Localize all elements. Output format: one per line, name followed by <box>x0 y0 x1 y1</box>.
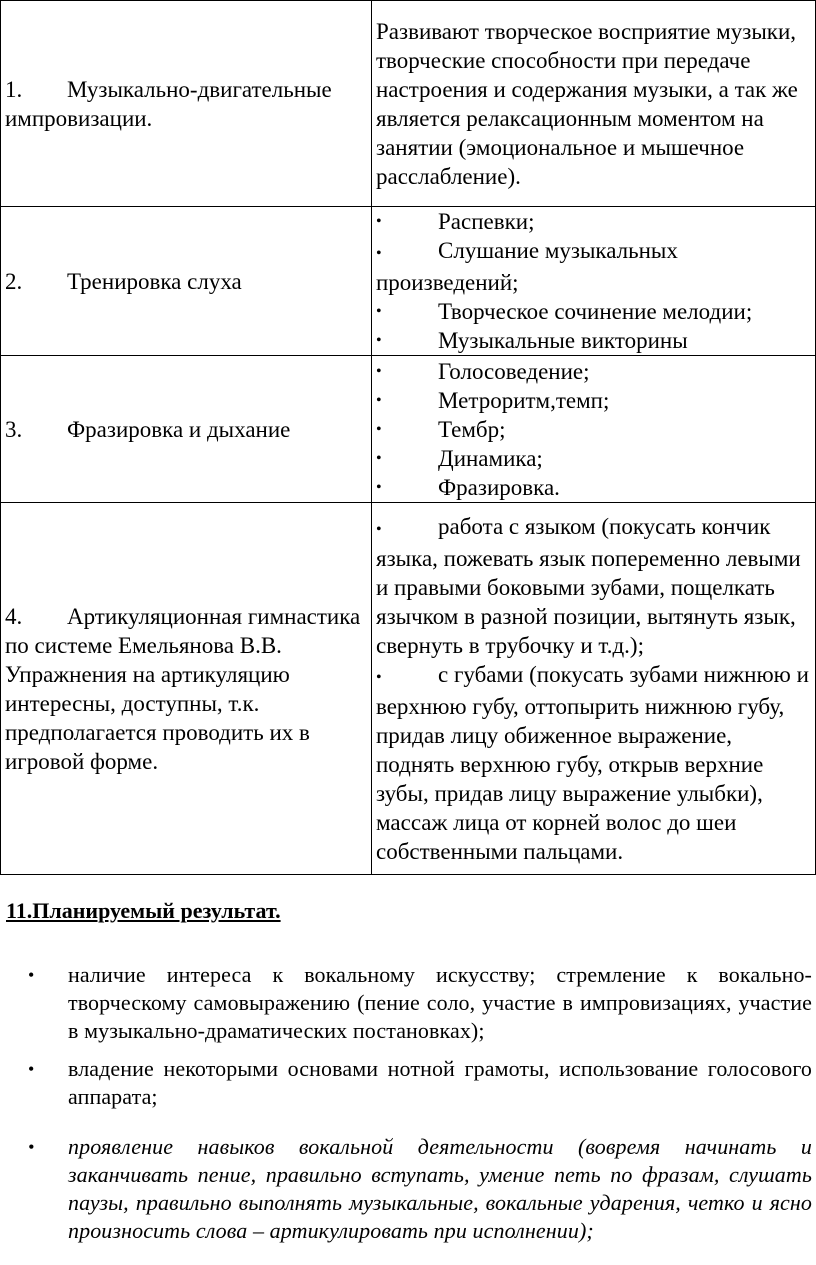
list-item-text: Голосоведение; <box>438 358 590 384</box>
description-cell <box>372 1 816 207</box>
method-name: Фразировка и дыхание <box>67 416 291 442</box>
bullet-icon: • <box>376 245 382 262</box>
list-item <box>376 415 811 444</box>
table-row <box>1 1 816 207</box>
table-row <box>1 503 816 875</box>
row-number: 1. <box>5 76 23 102</box>
list-item-text: Музыкальные викторины <box>438 328 688 353</box>
list-item <box>376 357 811 386</box>
list-item <box>376 326 811 355</box>
list-item-text: Тембр; <box>438 416 506 442</box>
method-cell <box>1 207 372 356</box>
row-number: 2. <box>5 268 23 294</box>
list-item <box>376 207 811 236</box>
list-item-text: Фразировка. <box>438 474 560 500</box>
section-title: 11.Планируемый результат. <box>6 898 281 923</box>
method-name: Тренировка слуха <box>67 268 242 294</box>
table-row <box>1 207 816 356</box>
results-list <box>6 961 812 1245</box>
list-item-text: Слушание музыкальных произведений; <box>376 238 678 295</box>
list-item-text: Метроритм,темп; <box>438 387 610 413</box>
list-item <box>376 236 811 297</box>
list-item <box>6 961 812 1045</box>
list-item <box>376 660 811 866</box>
bullet-icon: • <box>376 668 382 686</box>
list-item-text: владение некоторыми основами нотной грамоты, использование голосового аппарата; <box>68 1056 812 1109</box>
table-row <box>1 356 816 503</box>
bullet-icon: • <box>376 362 382 380</box>
list-item-text: Динамика; <box>438 445 543 471</box>
bullet-icon: • <box>28 965 35 985</box>
bullet-icon: • <box>376 303 382 320</box>
method-cell <box>1 1 372 207</box>
list-item-text: с губами (покусать зубами нижнюю и верхнюю губу, оттопырить нижнюю губу, придав лицу обиженное выражение, поднять верхнюю губу, открыв верхние зубы, придав лицу выражение улыбки), массаж лица от корней волос до шеи собственными пальцами. <box>376 661 809 864</box>
bullet-icon: • <box>376 520 382 538</box>
list-item-text: Творческое сочинение мелодии; <box>438 299 753 324</box>
bullet-icon: • <box>28 1059 35 1079</box>
list-item <box>376 444 811 473</box>
bullet-icon: • <box>376 420 382 438</box>
bullet-icon: • <box>376 332 382 349</box>
row-number: 3. <box>5 416 23 442</box>
bullet-icon: • <box>376 391 382 409</box>
list-item-text: работа с языком (покусать кончик языка, пожевать язык попеременно левыми и правыми боковыми зубами, пощелкать язычком в разной позиции, вытянуть язык, свернуть в трубочку и т.д.); <box>376 513 801 658</box>
bullet-icon: • <box>376 478 382 496</box>
list-item <box>6 1133 812 1245</box>
description-cell <box>372 356 816 503</box>
list-item-text: проявление навыков вокальной деятельности (вовремя начинать и заканчивать пение, правильно вступать, умение петь по фразам, слушать паузы, правильно выполнять музыкальные, вокальные ударения, четко и ясно произносить слова – артикулировать при исполнении); <box>68 1134 812 1243</box>
method-cell <box>1 356 372 503</box>
method-name: Музыкально-двигательные импровизации. <box>5 76 332 131</box>
description-cell <box>372 207 816 356</box>
list-item <box>376 473 811 502</box>
row-number: 4. <box>5 603 23 629</box>
list-item <box>376 512 811 660</box>
method-description: Развивают творческое восприятие музыки, творческие способности при передаче настроения и содержания музыки, а так же является релаксационным моментом на занятии (эмоциональное и мышечное расслабление). <box>376 18 798 189</box>
method-name-rest: гимнастика по системе Емельянова В.В. Упражнения на артикуляцию интересны, доступны, т.к. предполагается проводить их в игровой форме. <box>5 603 361 774</box>
bullet-icon: • <box>376 449 382 467</box>
planned-results-section <box>6 897 812 1255</box>
description-cell <box>372 503 816 875</box>
bullet-icon: • <box>28 1137 35 1157</box>
list-item-text: Распевки; <box>438 209 535 234</box>
list-item-text: наличие интереса к вокальному искусству; стремление к вокально-творческому самовыражению (пение соло, участие в импровизациях, участие в музыкально-драматических постановках); <box>68 962 812 1043</box>
bullet-icon: • <box>376 213 382 230</box>
list-item <box>376 297 811 326</box>
list-item <box>6 1055 812 1111</box>
list-item <box>376 386 811 415</box>
method-cell <box>1 503 372 875</box>
method-name-first: Артикуляционная <box>67 603 243 629</box>
